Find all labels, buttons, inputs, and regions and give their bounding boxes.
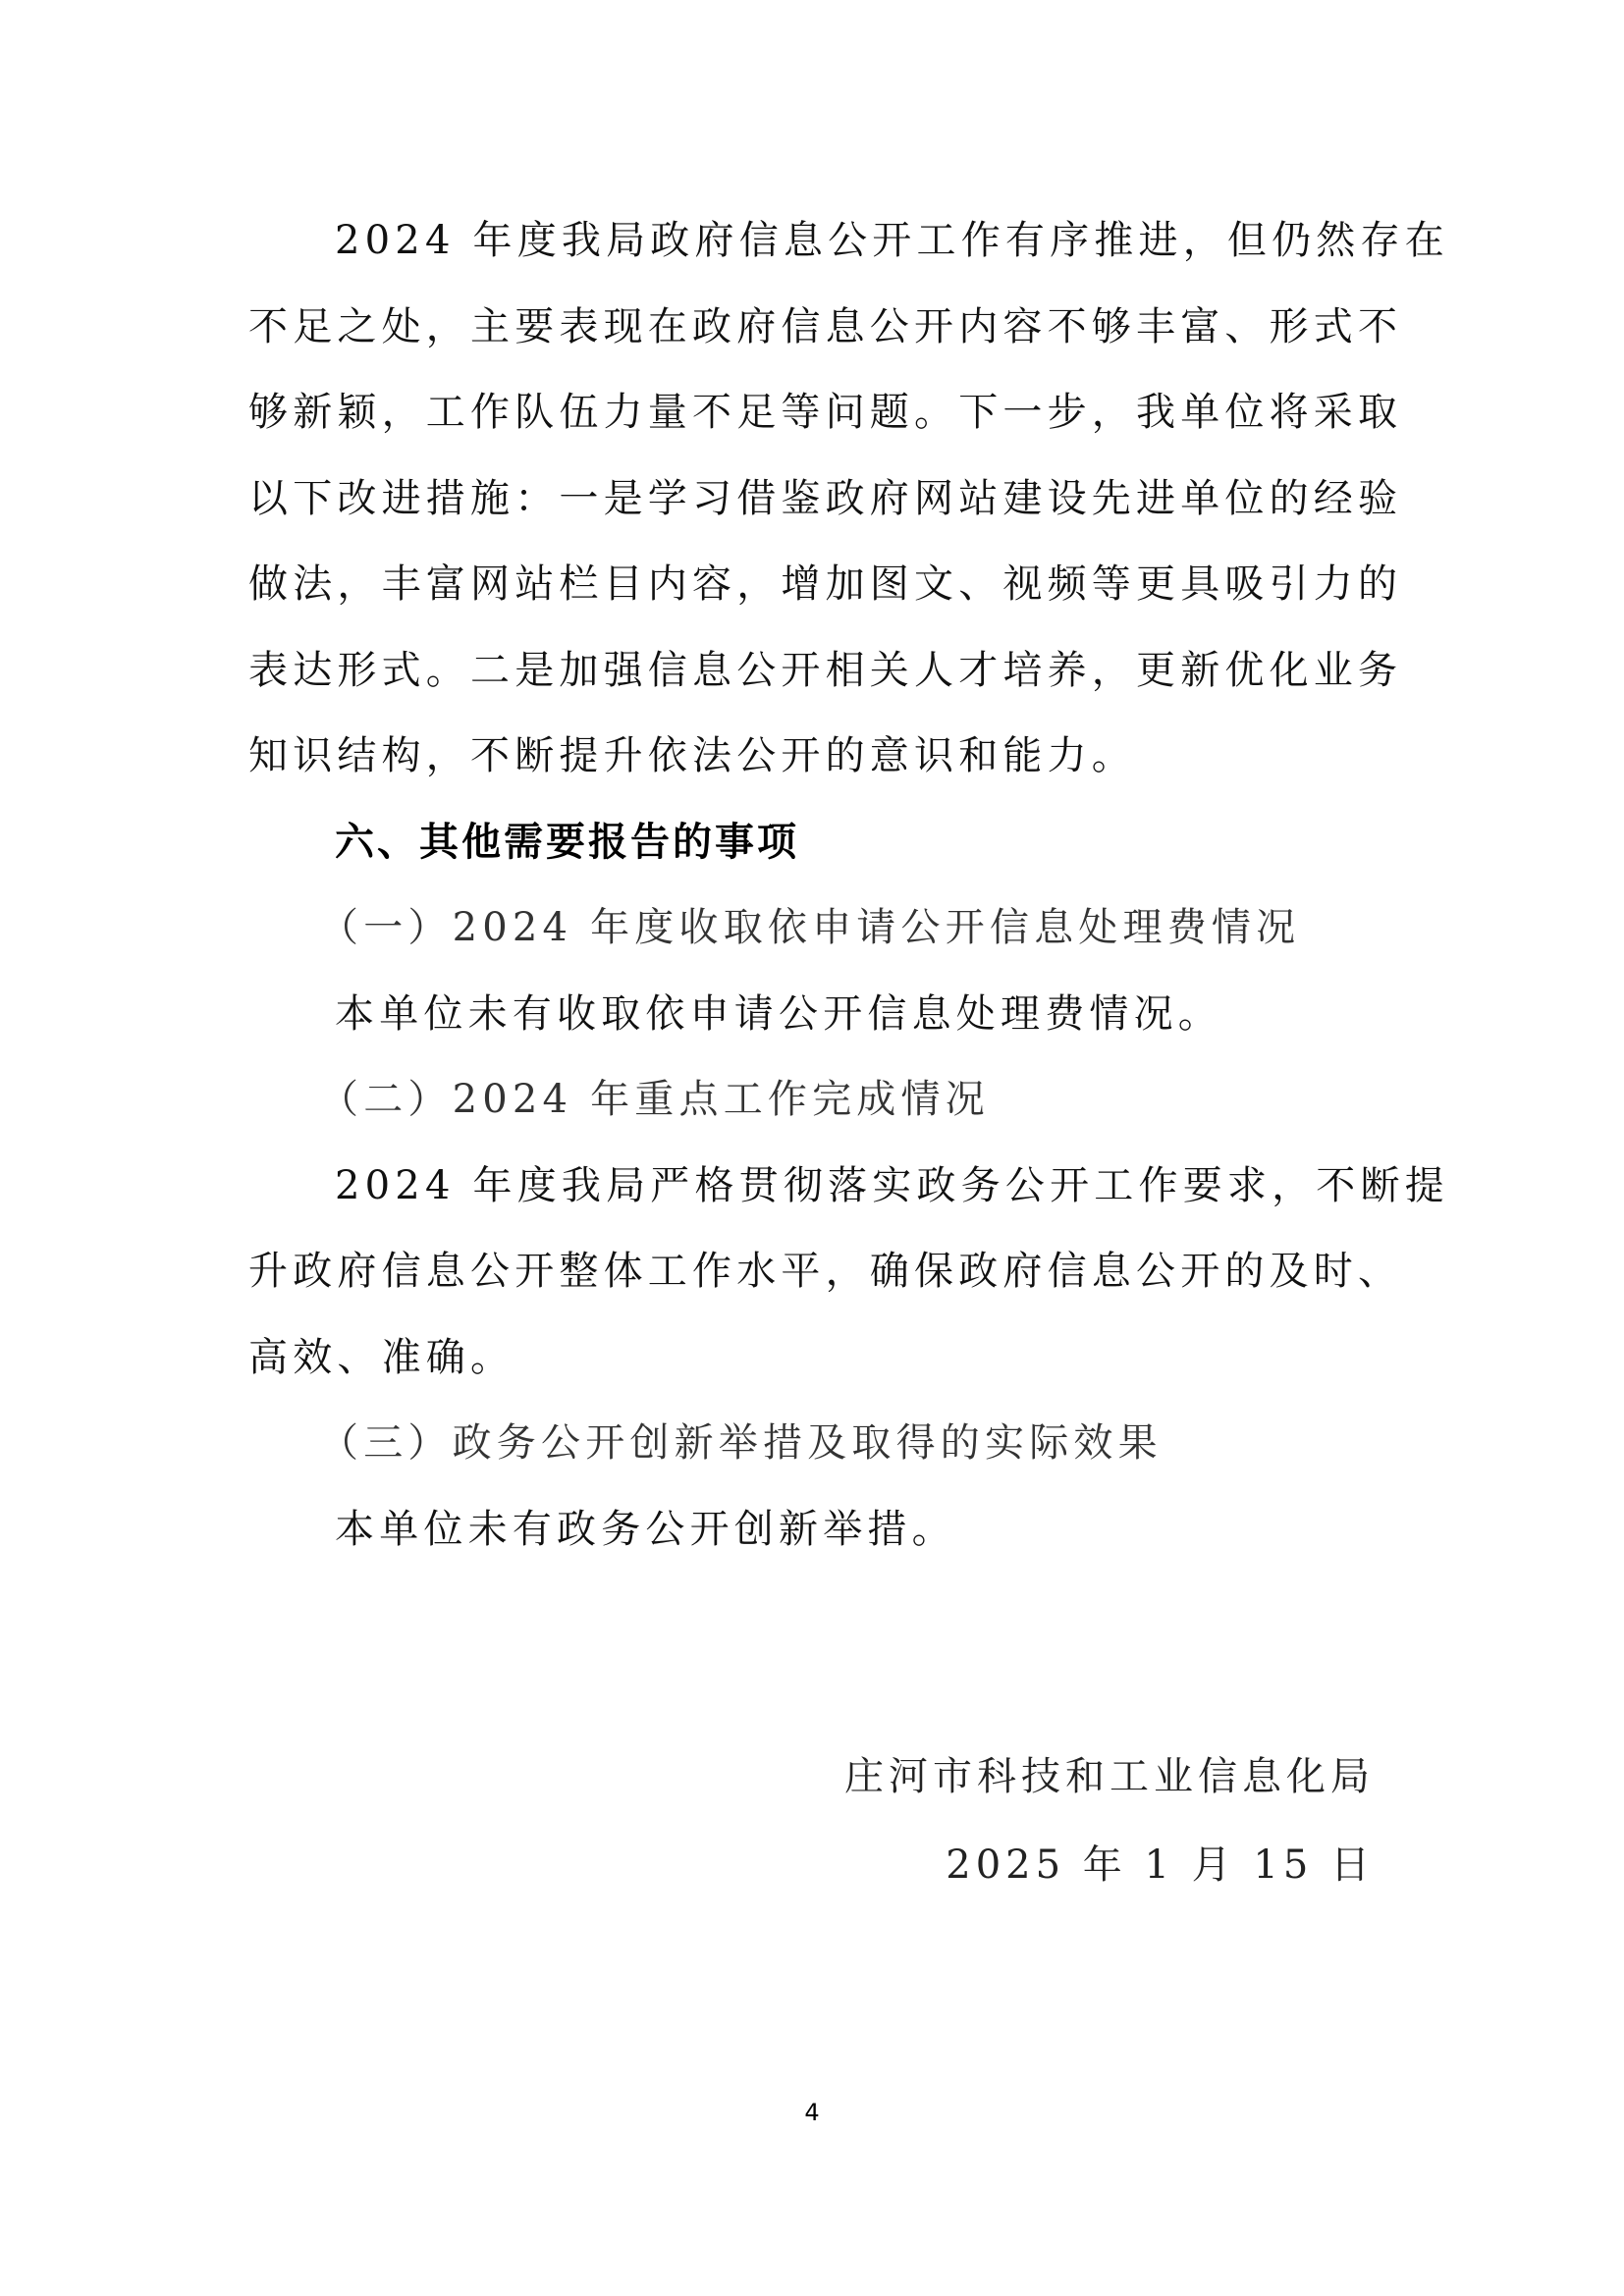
paragraph-line: 升政府信息公开整体工作水平，确保政府信息公开的及时、 bbox=[248, 1249, 1403, 1294]
page-number: 4 bbox=[804, 2099, 820, 2126]
subsection-title-2: （二）2024 年重点工作完成情况 bbox=[319, 1077, 990, 1122]
signature-date: 2025 年 1 月 15 日 bbox=[946, 1842, 1375, 1888]
section-heading: 六、其他需要报告的事项 bbox=[335, 819, 799, 865]
paragraph-line: 2024 年度我局政府信息公开工作有序推进，但仍然存在 bbox=[335, 218, 1449, 263]
subsection-title-3: （三）政务公开创新举措及取得的实际效果 bbox=[319, 1420, 1163, 1466]
subsection-title-1: （一）2024 年度收取依申请公开信息处理费情况 bbox=[319, 905, 1301, 950]
paragraph-line: 不足之处，主要表现在政府信息公开内容不够丰富、形式不 bbox=[248, 303, 1403, 349]
document-body bbox=[248, 198, 1449, 1573]
paragraph-line: 表达形式。二是加强信息公开相关人才培养，更新优化业务 bbox=[248, 647, 1403, 693]
paragraph-line: 够新颖，工作队伍力量不足等问题。下一步，我单位将采取 bbox=[248, 390, 1403, 435]
paragraph-line: 做法，丰富网站栏目内容，增加图文、视频等更具吸引力的 bbox=[248, 561, 1403, 607]
paragraph-line: 2024 年度我局严格贯彻落实政务公开工作要求，不断提 bbox=[335, 1162, 1449, 1208]
paragraph-line: 以下改进措施：一是学习借鉴政府网站建设先进单位的经验 bbox=[248, 475, 1403, 521]
signature-organization: 庄河市科技和工业信息化局 bbox=[844, 1754, 1375, 1799]
paragraph-line: 知识结构，不断提升依法公开的意识和能力。 bbox=[248, 733, 1136, 778]
subsection-body-1: 本单位未有收取依申请公开信息处理费情况。 bbox=[335, 990, 1222, 1037]
paragraph-line: 高效、准确。 bbox=[248, 1334, 515, 1380]
subsection-body-3: 本单位未有政务公开创新举措。 bbox=[335, 1506, 956, 1552]
signature-block bbox=[844, 1733, 1375, 1909]
